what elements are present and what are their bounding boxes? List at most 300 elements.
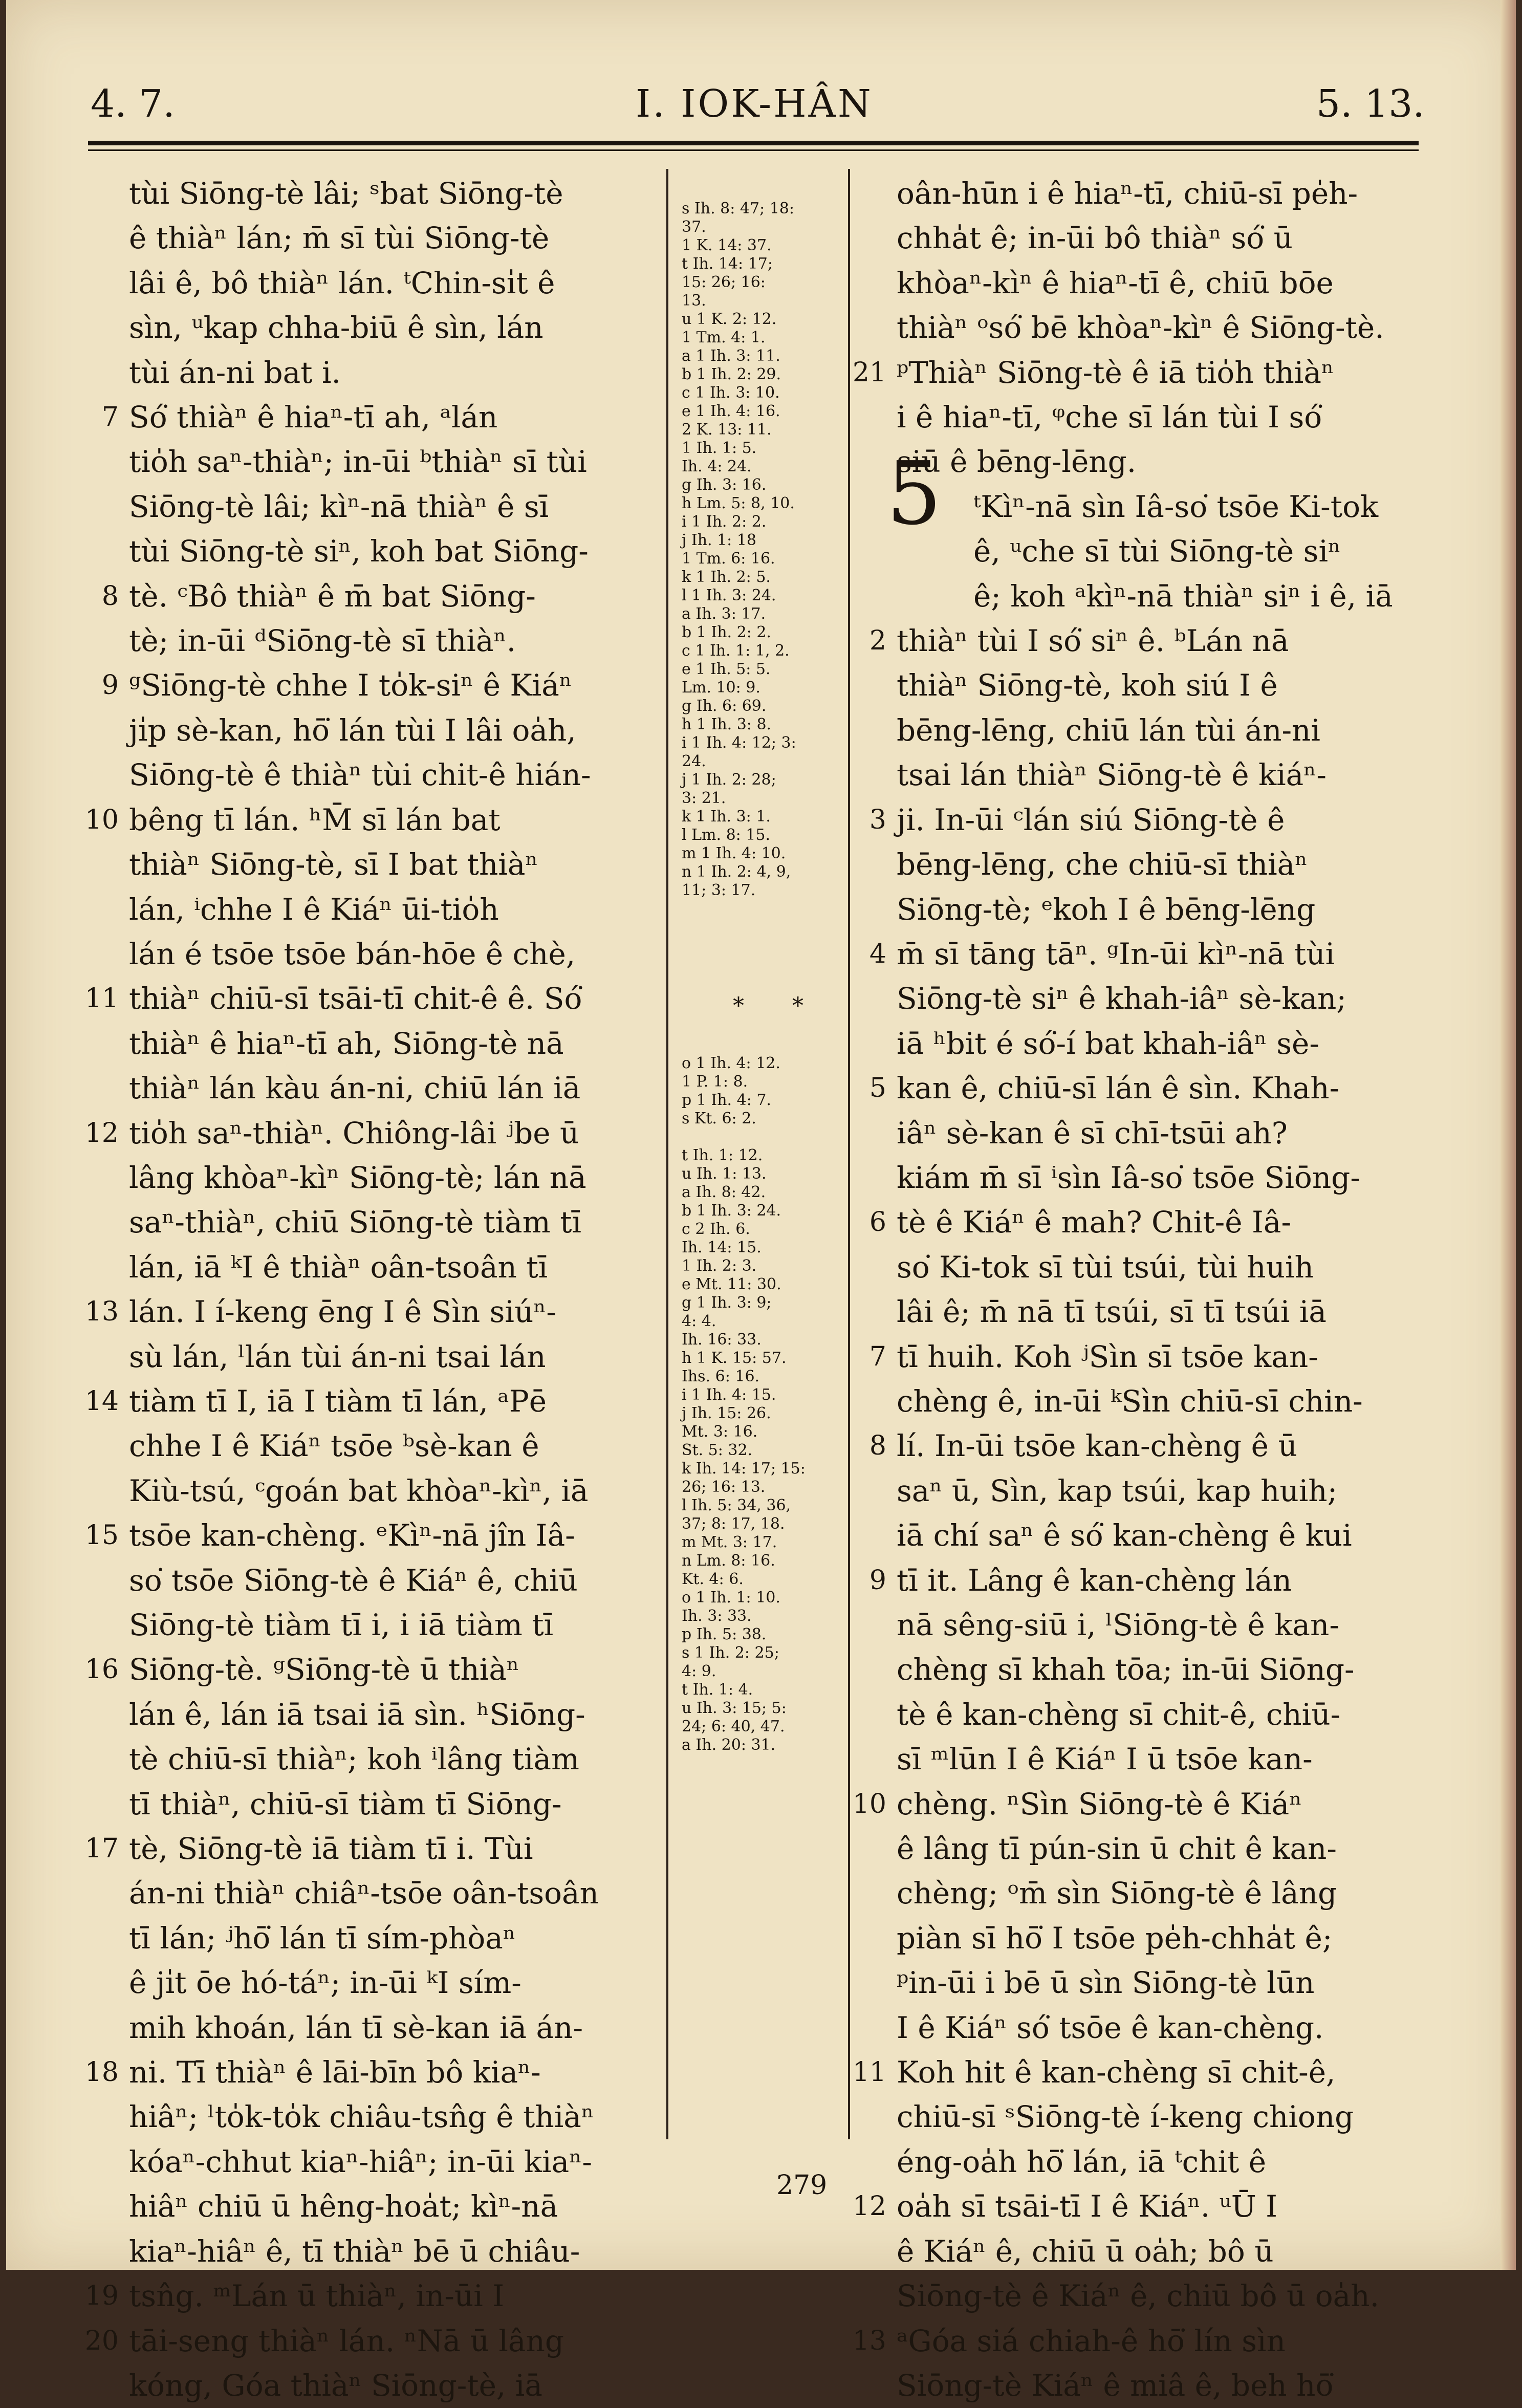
verse-number: 11 — [852, 2057, 886, 2088]
verse-number: 13 — [852, 2325, 886, 2356]
verse-number: 18 — [84, 2057, 119, 2088]
line-text: chhe I ê Kiáⁿ tsōe ᵇsè-kan ê — [129, 1428, 539, 1464]
reference-entry: 37; 8: 17, 18. — [682, 1515, 785, 1533]
text-line — [129, 351, 656, 395]
text-line — [129, 708, 656, 753]
line-text: Siōng-tè lâi; kìⁿ-nā thiàⁿ ê sī — [129, 489, 549, 524]
line-text: tùi án-ni bat i. — [129, 355, 341, 390]
text-column-left — [84, 171, 656, 2408]
line-text: tāi-seng thiàⁿ lán. ⁿNā ū lâng — [129, 2323, 564, 2358]
line-text: ê lâng tī pún-sin ū chit ê kan- — [897, 1831, 1337, 1867]
text-line — [897, 887, 1480, 932]
text-line — [869, 1424, 1480, 1468]
text-line — [897, 440, 1480, 484]
text-line — [129, 2095, 656, 2139]
line-text: thiàⁿ ê hiaⁿ-tī ah, Siōng-tè nā — [129, 1026, 564, 1061]
reference-entry: g Ih. 6: 69. — [682, 697, 767, 715]
text-line — [852, 2184, 1480, 2229]
reference-entry: 1 P. 1: 8. — [682, 1073, 748, 1091]
text-line — [897, 1022, 1480, 1066]
line-text: tùi Siōng-tè siⁿ, koh bat Siōng- — [129, 534, 589, 569]
column-divider-right — [848, 169, 850, 2139]
text-line — [129, 842, 656, 887]
text-line — [129, 1200, 656, 1245]
running-header-right: 5. 13. — [1316, 82, 1425, 126]
line-text: lán. I í-keng ēng I ê Sìn siúⁿ- — [129, 1294, 557, 1330]
column-divider-left — [666, 169, 668, 2139]
reference-entry: i 1 Ih. 4: 15. — [682, 1386, 776, 1404]
text-line — [84, 1379, 656, 1424]
text-line — [129, 2006, 656, 2050]
reference-entry: 1 Ih. 2: 3. — [682, 1257, 757, 1275]
reference-entry: e 1 Ih. 4: 16. — [682, 402, 780, 420]
text-line — [129, 1603, 656, 1647]
line-text: tī thiàⁿ, chiū-sī tiàm tī Siōng- — [129, 1786, 562, 1821]
line-text: thiàⁿ ᵒsó͘ bē khòaⁿ-kìⁿ ê Siōng-tè. — [897, 310, 1384, 345]
reference-entry: u Ih. 1: 13. — [682, 1165, 767, 1183]
text-line — [84, 1827, 656, 1871]
text-line — [129, 440, 656, 484]
text-line — [101, 663, 656, 708]
reference-entry — [682, 1128, 840, 1146]
text-line — [897, 395, 1480, 440]
line-text: hiâⁿ; ˡto̍k-to̍k chiâu-tsn̂g ê thiàⁿ — [129, 2099, 594, 2135]
line-text: tè ê Kiáⁿ ê mah? Chit-ê Iâ- — [897, 1205, 1292, 1240]
reference-entry: p Ih. 5: 38. — [682, 1625, 767, 1643]
reference-entry: 13. — [682, 292, 706, 310]
reference-entry: l 1 Ih. 3: 24. — [682, 587, 776, 604]
line-text: ᵃGóa siá chiah-ê hō͘ lín sìn — [897, 2323, 1286, 2358]
text-line — [129, 171, 656, 216]
text-line — [897, 2006, 1480, 2050]
reference-entry: s 1 Ih. 2: 25; — [682, 1644, 779, 1662]
verse-number: 19 — [84, 2281, 119, 2312]
text-line — [897, 1290, 1480, 1334]
reference-entry: l Lm. 8: 15. — [682, 826, 771, 844]
text-line — [897, 574, 1480, 619]
text-line — [897, 1469, 1480, 1513]
text-line — [129, 1335, 656, 1379]
line-text: saⁿ-thiàⁿ, chiū Siōng-tè tiàm tī — [129, 1205, 582, 1240]
text-line — [897, 1245, 1480, 1290]
text-line — [129, 485, 656, 529]
line-text: án-ni thiàⁿ chiâⁿ-tsōe oân-tsoân — [129, 1876, 599, 1911]
line-text: thiàⁿ Siōng-tè, koh siú I ê — [897, 668, 1278, 703]
text-line — [869, 932, 1480, 977]
text-line — [129, 619, 656, 663]
line-text: lâng khòaⁿ-kìⁿ Siōng-tè; lán nā — [129, 1160, 586, 1195]
reference-entry: k Ih. 14: 17; 15: — [682, 1460, 806, 1478]
reference-entry: m Mt. 3: 17. — [682, 1533, 777, 1551]
line-text: tè; in-ūi ᵈSiōng-tè sī thiàⁿ. — [129, 623, 516, 659]
verse-number: 4 — [869, 938, 886, 969]
reference-entry: u Ih. 3: 15; 5: — [682, 1699, 787, 1717]
text-line — [897, 2363, 1480, 2408]
reference-entry: s Kt. 6: 2. — [682, 1110, 756, 1127]
line-text: ᵖThiàⁿ Siōng-tè ê iā tio̍h thiàⁿ — [897, 355, 1335, 390]
line-text: piàn sī hō͘ I tsōe pe̍h-chha̍t ê; — [897, 1920, 1333, 1956]
text-line — [897, 1156, 1480, 1200]
line-text: tsōe kan-chèng. ᵉKìⁿ-nā jîn Iâ- — [129, 1518, 575, 1553]
reference-entry: 1 Tm. 4: 1. — [682, 329, 766, 346]
reference-entry: t Ih. 1: 4. — [682, 1681, 753, 1699]
reference-entry: Ih. 14: 15. — [682, 1239, 762, 1256]
text-line — [897, 485, 1480, 529]
reference-entry: u 1 K. 2: 12. — [682, 310, 777, 328]
line-text: bēng-lēng, chiū lán tùi án-ni — [897, 712, 1320, 748]
text-line — [897, 2274, 1480, 2318]
text-line — [129, 2363, 656, 2408]
reference-entry: c 2 Ih. 6. — [682, 1220, 750, 1238]
text-line — [852, 1782, 1480, 1827]
line-text: ê; koh ᵃkìⁿ-nā thiàⁿ siⁿ i ê, iā — [973, 578, 1393, 614]
verse-number: 15 — [84, 1520, 119, 1551]
text-line — [897, 1693, 1480, 1737]
verse-number: 12 — [84, 1117, 119, 1148]
line-text: Siōng-tè Kiáⁿ ê miâ ê, beh hō͘ — [897, 2368, 1334, 2403]
line-text: kan ê, chiū-sī lán ê sìn. Khah- — [897, 1071, 1340, 1106]
line-text: iā chí saⁿ ê só͘ kan-chèng ê kui — [897, 1518, 1352, 1553]
line-text: ni. Tī thiàⁿ ê lāi-bīn bô kiaⁿ- — [129, 2055, 541, 2090]
line-text: ê, ᵘche sī tùi Siōng-tè siⁿ — [973, 534, 1341, 569]
line-text: kóaⁿ-chhut kiaⁿ-hiâⁿ; in-ūi kiaⁿ- — [129, 2144, 592, 2179]
line-text: tè chiū-sī thiàⁿ; koh ⁱlâng tiàm — [129, 1742, 580, 1777]
reference-entry: 37. — [682, 218, 706, 236]
verse-number: 3 — [869, 804, 886, 835]
text-line — [897, 1737, 1480, 1782]
reference-entry: b 1 Ih. 2: 2. — [682, 623, 771, 641]
line-text: thiàⁿ chiū-sī tsāi-tī chit-ê ê. Só͘ — [129, 981, 582, 1016]
verse-number: 12 — [852, 2191, 886, 2222]
reference-entry: g 1 Ih. 3: 9; — [682, 1294, 772, 1312]
header-rule-thick — [88, 141, 1419, 145]
text-line — [129, 753, 656, 797]
line-text: ᵗKìⁿ-nā sìn Iâ-so͘ tsōe Ki-tok — [973, 489, 1379, 524]
line-text: thiàⁿ lán kàu án-ni, chiū lán iā — [129, 1071, 581, 1106]
line-text: Só͘ thiàⁿ ê hiaⁿ-tī ah, ᵃlán — [129, 400, 498, 435]
line-text: chèng ê, in-ūi ᵏSìn chiū-sī chin- — [897, 1383, 1363, 1419]
line-text: tiàm tī I, iā I tiàm tī lán, ᵃPē — [129, 1383, 547, 1419]
reference-entry: m 1 Ih. 4: 10. — [682, 844, 786, 862]
reference-entry: b 1 Ih. 2: 29. — [682, 365, 781, 383]
reference-entry: k 1 Ih. 2: 5. — [682, 568, 771, 586]
line-text: I ê Kiáⁿ só͘ tsōe ê kan-chèng. — [897, 2010, 1324, 2045]
text-line — [129, 2140, 656, 2184]
reference-separator-stars: * * — [733, 993, 824, 1019]
line-text: chha̍t ê; in-ūi bô thiàⁿ só͘ ū — [897, 221, 1293, 256]
reference-entry: h 1 Ih. 3: 8. — [682, 715, 772, 733]
reference-entry: o 1 Ih. 1: 10. — [682, 1589, 780, 1607]
text-line — [129, 1558, 656, 1603]
line-text: tè ê kan-chèng sī chit-ê, chiū- — [897, 1697, 1341, 1732]
line-text: lí. In-ūi tsōe kan-chèng ê ū — [897, 1428, 1297, 1464]
line-text: saⁿ ū, Sìn, kap tsúi, kap huih; — [897, 1473, 1338, 1508]
line-text: oa̍h sī tsāi-tī I ê Kiáⁿ. ᵘŪ I — [897, 2189, 1278, 2224]
reference-entry: 24; 6: 40, 47. — [682, 1718, 785, 1736]
line-text: tio̍h saⁿ-thiàⁿ. Chiông-lâi ʲbe ū — [129, 1115, 579, 1151]
line-text: kóng, Góa thiàⁿ Siōng-tè, iā — [129, 2368, 542, 2403]
text-line — [869, 1335, 1480, 1379]
text-line — [129, 529, 656, 574]
line-text: Siōng-tè. ᵍSiōng-tè ū thiàⁿ — [129, 1652, 520, 1687]
reference-entry: p 1 Ih. 4: 7. — [682, 1091, 771, 1109]
line-text: tī lán; ʲhō͘ lán tī sím-phòaⁿ — [129, 1920, 516, 1956]
line-text: kiaⁿ-hiâⁿ ê, tī thiàⁿ bē ū chiâu- — [129, 2233, 580, 2269]
line-text: éng-oa̍h hō͘ lán, iā ᵗchit ê — [897, 2144, 1267, 2179]
line-text: lán é tsōe tsōe bán-hōe ê chè, — [129, 936, 576, 971]
text-line — [84, 1290, 656, 1334]
text-line — [84, 2050, 656, 2095]
line-text: sù lán, ˡlán tùi án-ni tsai lán — [129, 1339, 546, 1374]
line-text: chiū-sī ˢSiōng-tè í-keng chiong — [897, 2099, 1354, 2135]
text-line — [129, 1871, 656, 1916]
verse-number: 13 — [84, 1296, 119, 1328]
line-text: ji̍p sè-kan, hō͘ lán tùi I lâi oa̍h, — [129, 712, 576, 748]
line-text: tsn̂g. ᵐLán ū thiàⁿ, in-ūi I — [129, 2279, 505, 2314]
text-line — [897, 1961, 1480, 2005]
reference-entry: Mt. 3: 16. — [682, 1423, 758, 1441]
reference-entry: Ih. 16: 33. — [682, 1331, 762, 1349]
reference-entry: 4: 4. — [682, 1312, 716, 1330]
text-line — [897, 663, 1480, 708]
text-line — [84, 2274, 656, 2318]
line-text: mih khoán, lán tī sè-kan iā án- — [129, 2010, 583, 2045]
line-text: chèng; ᵒm̄ sìn Siōng-tè ê lâng — [897, 1876, 1337, 1911]
line-text: Siōng-tè siⁿ ê khah-iâⁿ sè-kan; — [897, 981, 1346, 1016]
verse-number: 8 — [101, 580, 119, 612]
verse-number: 9 — [101, 670, 119, 701]
text-line — [84, 977, 656, 1021]
line-text: tùi Siōng-tè lâi; ˢbat Siōng-tè — [129, 176, 563, 211]
text-line — [897, 216, 1480, 261]
reference-entry: 1 K. 14: 37. — [682, 236, 772, 254]
text-line — [129, 887, 656, 932]
reference-entry: l Ih. 5: 34, 36, — [682, 1496, 791, 1514]
verse-number: 11 — [84, 983, 119, 1014]
reference-entry: Lm. 10: 9. — [682, 679, 760, 697]
reference-entry: 2 K. 13: 11. — [682, 421, 772, 439]
verse-number: 14 — [84, 1385, 119, 1417]
verse-number: 10 — [852, 1788, 886, 1819]
reference-entry: g Ih. 3: 16. — [682, 476, 767, 494]
text-line — [129, 1916, 656, 1961]
verse-number: 5 — [869, 1073, 886, 1104]
text-line — [897, 261, 1480, 306]
reference-entry: Ih. 3: 33. — [682, 1607, 752, 1625]
text-line — [101, 395, 656, 440]
line-text: tè. ᶜBô thiàⁿ ê m̄ bat Siōng- — [129, 578, 536, 614]
line-text: Siōng-tè ê Kiáⁿ ê, chiū bô ū oa̍h. — [897, 2279, 1380, 2314]
line-text: bêng tī lán. ʰM̄ sī lán bat — [129, 802, 501, 837]
page-edge — [1501, 0, 1516, 2270]
text-line — [852, 351, 1480, 395]
line-text: tī huih. Koh ʲSìn sī tsōe kan- — [897, 1339, 1318, 1374]
text-line — [897, 977, 1480, 1021]
header-rule-thin — [88, 149, 1419, 151]
text-line — [897, 306, 1480, 350]
line-text: lán ê, lán iā tsai iā sìn. ʰSiōng- — [129, 1697, 585, 1732]
text-line — [84, 2319, 656, 2363]
line-text: kiám m̄ sī ⁱsìn Iâ-so͘ tsōe Siōng- — [897, 1160, 1360, 1195]
line-text: tio̍h saⁿ-thiàⁿ; in-ūi ᵇthiàⁿ sī tùi — [129, 444, 587, 480]
reference-entry: c 1 Ih. 3: 10. — [682, 384, 780, 402]
reference-entry: e Mt. 11: 30. — [682, 1275, 781, 1293]
text-line — [129, 1022, 656, 1066]
text-line — [101, 574, 656, 619]
line-text: iā ʰbit é só͘-í bat khah-iâⁿ sè- — [897, 1026, 1319, 1061]
reference-entry: j 1 Ih. 2: 28; — [682, 771, 776, 789]
reference-entry: a Ih. 8: 42. — [682, 1183, 766, 1201]
verse-number: 17 — [84, 1833, 119, 1864]
text-line — [84, 1513, 656, 1558]
line-text: hiâⁿ chiū ū hêng-hoa̍t; kìⁿ-nā — [129, 2189, 558, 2224]
verse-number: 7 — [101, 402, 119, 433]
reference-entry: Kt. 4: 6. — [682, 1570, 744, 1588]
line-text: siū ê bēng-lēng. — [897, 444, 1137, 480]
reference-entry: Ihs. 6: 16. — [682, 1368, 760, 1385]
line-text: iâⁿ sè-kan ê sī chī-tsūi ah? — [897, 1115, 1288, 1151]
text-line — [129, 1693, 656, 1737]
text-line — [129, 2229, 656, 2274]
line-text: Kiù-tsú, ᶜgoán bat khòaⁿ-kìⁿ, iā — [129, 1473, 589, 1508]
line-text: tè, Siōng-tè iā tiàm tī i. Tùi — [129, 1831, 533, 1867]
line-text: lâi ê; m̄ nā tī tsúi, sī tī tsúi iā — [897, 1294, 1327, 1330]
reference-entry: 11; 3: 17. — [682, 881, 756, 899]
verse-number: 21 — [852, 357, 886, 388]
text-line — [897, 1916, 1480, 1961]
reference-entry: 1 Tm. 6: 16. — [682, 550, 775, 568]
reference-entry: b 1 Ih. 3: 24. — [682, 1202, 781, 1220]
text-line — [897, 753, 1480, 797]
text-line — [897, 1827, 1480, 1871]
line-text: ê ji̍t ōe hó-táⁿ; in-ūi ᵏI sím- — [129, 1965, 521, 2001]
line-text: ᵖin-ūi i bē ū sìn Siōng-tè lūn — [897, 1965, 1315, 2001]
verse-number: 9 — [869, 1565, 886, 1596]
cross-references-top — [682, 200, 840, 900]
text-line — [129, 1066, 656, 1111]
reference-entry: t Ih. 1: 12. — [682, 1146, 763, 1164]
reference-entry: i 1 Ih. 4: 12; 3: — [682, 734, 796, 752]
text-line — [897, 1111, 1480, 1156]
text-line — [869, 619, 1480, 663]
line-text: thiàⁿ tùi I só͘ siⁿ ê. ᵇLán nā — [897, 623, 1289, 659]
reference-entry: h Lm. 5: 8, 10. — [682, 494, 795, 512]
reference-entry: a Ih. 20: 31. — [682, 1736, 776, 1754]
text-line — [129, 1782, 656, 1827]
reference-entry: c 1 Ih. 1: 1, 2. — [682, 642, 790, 660]
running-header-title: I. IOK-HÂN — [636, 82, 873, 126]
text-line — [897, 529, 1480, 574]
line-text: sìn, ᵘkap chha-biū ê sìn, lán — [129, 310, 543, 345]
line-text: ᵍSiōng-tè chhe I to̍k-siⁿ ê Kiáⁿ — [129, 668, 572, 703]
text-line — [869, 1558, 1480, 1603]
line-text: Siōng-tè ê thiàⁿ tùi chit-ê hián- — [129, 757, 591, 793]
reference-entry: St. 5: 32. — [682, 1441, 753, 1459]
line-text: sī ᵐlūn I ê Kiáⁿ I ū tsōe kan- — [897, 1742, 1313, 1777]
line-text: lâi ê, bô thiàⁿ lán. ᵗChin-si̍t ê — [129, 265, 555, 300]
text-line — [897, 2095, 1480, 2139]
reference-entry: 15: 26; 16: — [682, 273, 766, 291]
text-line — [129, 1737, 656, 1782]
verse-number: 2 — [869, 625, 886, 657]
reference-entry: n Lm. 8: 16. — [682, 1552, 775, 1570]
running-header-left: 4. 7. — [91, 82, 175, 126]
reference-entry: o 1 Ih. 4: 12. — [682, 1054, 780, 1072]
line-text: ê thiàⁿ lán; m̄ sī tùi Siōng-tè — [129, 221, 550, 256]
text-line — [869, 798, 1480, 842]
text-line — [129, 306, 656, 350]
reference-entry: 1 Ih. 1: 5. — [682, 439, 757, 457]
line-text: Koh hit ê kan-chèng sī chit-ê, — [897, 2055, 1336, 2090]
line-text: lán, ⁱchhe I ê Kiáⁿ ūi-tio̍h — [129, 892, 499, 927]
reference-entry: a 1 Ih. 3: 11. — [682, 347, 780, 365]
line-text: bēng-lēng, che chiū-sī thiàⁿ — [897, 847, 1308, 882]
reference-entry: i 1 Ih. 2: 2. — [682, 513, 767, 531]
line-text: khòaⁿ-kìⁿ ê hiaⁿ-tī ê, chiū bōe — [897, 265, 1334, 300]
text-line — [129, 216, 656, 261]
line-text: tsai lán thiàⁿ Siōng-tè ê kiáⁿ- — [897, 757, 1327, 793]
text-line — [897, 1379, 1480, 1424]
line-text: ê Kiáⁿ ê, chiū ū oa̍h; bô ū — [897, 2233, 1274, 2269]
text-line — [897, 1603, 1480, 1647]
reference-entry: 4: 9. — [682, 1662, 716, 1680]
line-text: i ê hiaⁿ-tī, ᵠche sī lán tùi I só͘ — [897, 400, 1322, 435]
reference-entry: j Ih. 15: 26. — [682, 1404, 771, 1422]
verse-number: 8 — [869, 1430, 886, 1462]
line-text: Siōng-tè; ᵉkoh I ê bēng-lēng — [897, 892, 1316, 927]
reference-entry: k 1 Ih. 3: 1. — [682, 808, 771, 826]
line-text: oân-hūn i ê hiaⁿ-tī, chiū-sī pe̍h- — [897, 176, 1358, 211]
reference-entry: s Ih. 8: 47; 18: — [682, 200, 795, 218]
line-text: m̄ sī tāng tāⁿ. ᵍIn-ūi kìⁿ-nā tùi — [897, 936, 1335, 971]
line-text: chèng sī khah tōa; in-ūi Siōng- — [897, 1652, 1355, 1687]
reference-entry: a Ih. 3: 17. — [682, 605, 766, 623]
text-line — [129, 1961, 656, 2005]
reference-entry: 24. — [682, 752, 706, 770]
reference-entry: n 1 Ih. 2: 4, 9, — [682, 863, 791, 881]
text-line — [897, 1871, 1480, 1916]
text-line — [897, 2140, 1480, 2184]
text-line — [129, 1424, 656, 1468]
verse-number: 16 — [84, 1654, 119, 1685]
text-line — [869, 1066, 1480, 1111]
text-line — [897, 2229, 1480, 2274]
text-line — [852, 2319, 1480, 2363]
text-line — [84, 1647, 656, 1692]
text-line — [129, 261, 656, 306]
text-line — [129, 1469, 656, 1513]
reference-entry: 26; 16: 13. — [682, 1478, 766, 1496]
line-text: tī it. Lâng ê kan-chèng lán — [897, 1563, 1292, 1598]
line-text: Siōng-tè tiàm tī i, i iā tiàm tī — [129, 1608, 554, 1642]
book-page — [6, 0, 1516, 2403]
verse-number: 7 — [869, 1341, 886, 1372]
line-text: nā sêng-siū i, ˡSiōng-tè ê kan- — [897, 1608, 1339, 1642]
text-line — [84, 1111, 656, 1156]
text-line — [897, 1647, 1480, 1692]
line-text: chèng. ⁿSìn Siōng-tè ê Kiáⁿ — [897, 1786, 1302, 1821]
reference-entry: h 1 K. 15: 57. — [682, 1349, 787, 1367]
reference-entry: Ih. 4: 24. — [682, 458, 752, 475]
line-text: lán, iā ᵏI ê thiàⁿ oân-tsoân tī — [129, 1249, 548, 1285]
text-line — [897, 1513, 1480, 1558]
chapter-number: 5 — [886, 443, 942, 545]
verse-number: 6 — [869, 1207, 886, 1238]
line-text: so͘ Ki-tok sī tùi tsúi, tùi huih — [897, 1249, 1314, 1285]
reference-entry: 3: 21. — [682, 789, 726, 807]
text-line — [897, 842, 1480, 887]
text-line — [897, 171, 1480, 216]
